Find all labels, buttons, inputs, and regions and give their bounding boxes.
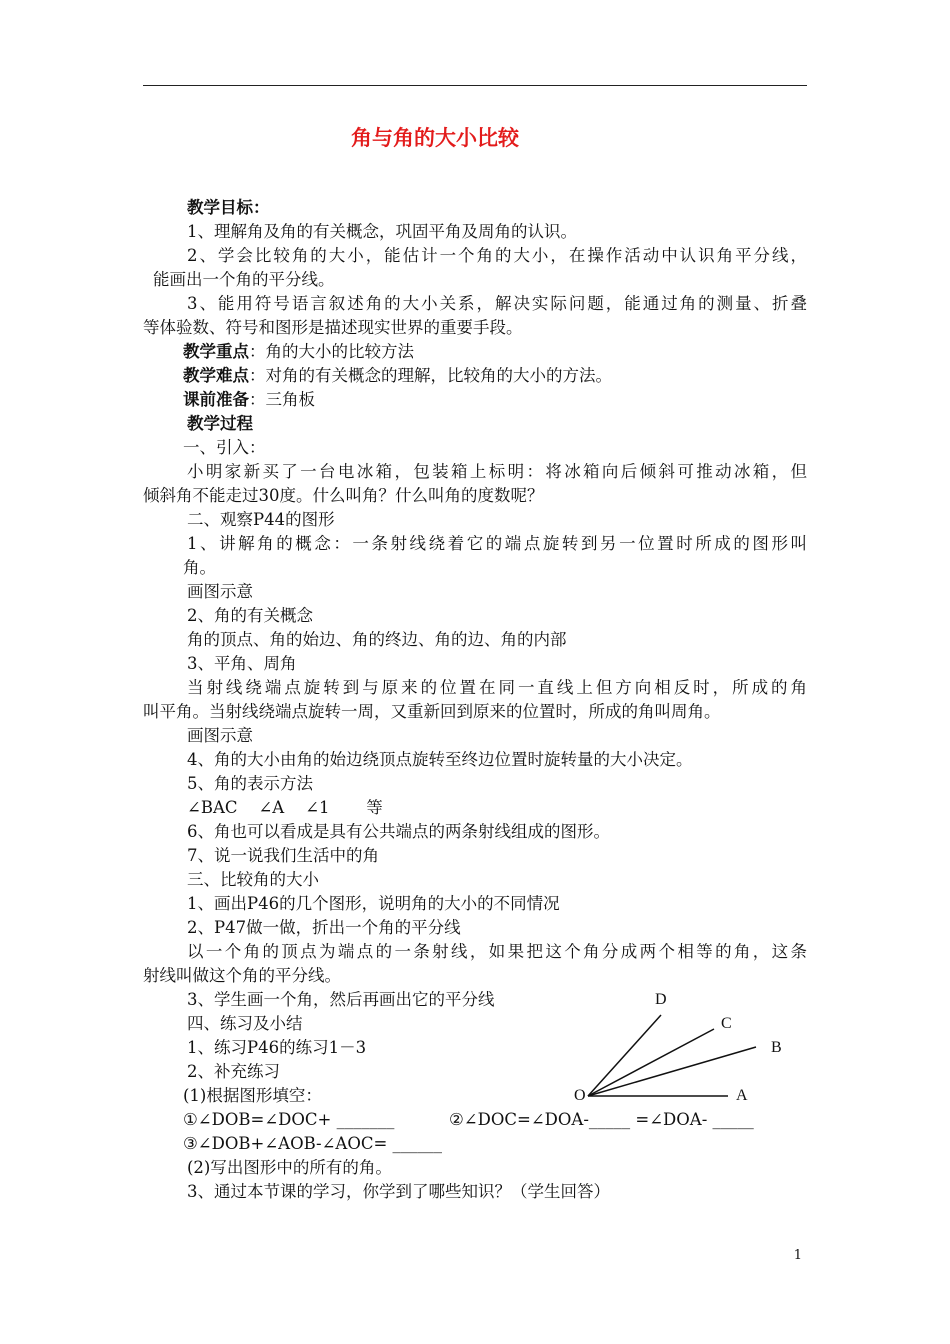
exercise-2-part-1: (1)根据图形填空：: [183, 1086, 322, 1105]
observe-2: 2、角的有关概念: [187, 606, 313, 625]
compare-2-text-line-2: 射线叫做这个角的平分线。: [143, 966, 341, 985]
observe-3: 3、平角、周角: [187, 654, 297, 673]
goal-2-line-1: 2、学会比较角的大小，能估计一个角的大小，在操作活动中认识角平分线，: [187, 246, 807, 265]
section-compare: 三、比较角的大小: [187, 870, 319, 889]
exercise-2: 2、补充练习: [187, 1062, 280, 1081]
question-3: ③∠DOB+∠AOB-∠AOC= ______: [183, 1134, 443, 1153]
compare-3: 3、学生画一个角，然后再画出它的平分线: [187, 990, 495, 1009]
exercise-3: 3、通过本节课的学习，你学到了哪些知识？（学生回答）: [187, 1182, 610, 1201]
label-d: D: [655, 991, 667, 1008]
page-number: 1: [793, 1248, 802, 1263]
section-observe: 二、观察P44的图形: [187, 510, 335, 529]
observe-3-text-line-2: 叫平角。当射线绕端点旋转一周，又重新回到原来的位置时，所成的角叫周角。: [143, 702, 721, 721]
goal-2-line-2: 能画出一个角的平分线。: [153, 270, 335, 289]
goal-3-line-1: 3、能用符号语言叙述角的大小关系，解决实际问题，能通过角的测量、折叠: [187, 294, 807, 313]
label-o: O: [574, 1087, 586, 1104]
goal-3-line-2: 等体验数、符号和图形是描述现实世界的重要手段。: [143, 318, 523, 337]
exercise-2-part-2: (2)写出图形中的所有的角。: [187, 1158, 392, 1177]
question-1: ①∠DOB=∠DOC+ _______: [183, 1110, 395, 1129]
goals-heading: 教学目标：: [187, 198, 270, 217]
compare-2: 2、P47做一做，折出一个角的平分线: [187, 918, 461, 937]
key-point: [183, 340, 414, 364]
observe-7: 7、说一说我们生活中的角: [187, 846, 379, 865]
label-c: C: [721, 1015, 732, 1032]
compare-1: 1、画出P46的几个图形，说明角的大小的不同情况: [187, 894, 560, 913]
label-b: B: [771, 1039, 782, 1056]
draw-illustration-2: 画图示意: [187, 726, 253, 745]
question-2: ②∠DOC=∠DOA-_____ =∠DOA- _____: [449, 1110, 754, 1129]
section-intro: 一、引入：: [183, 438, 266, 457]
intro-text-line-1: 小明家新买了一台电冰箱，包装箱上标明：将冰箱向后倾斜可推动冰箱，但: [187, 462, 807, 481]
preparation-text: ：三角板: [249, 390, 315, 409]
observe-1-line-2: 角。: [183, 558, 216, 577]
difficult-point: [183, 364, 612, 388]
difficult-point-label: 教学难点: [183, 366, 249, 385]
label-a: A: [736, 1087, 748, 1104]
header-rule: [143, 85, 807, 86]
observe-5: 5、角的表示方法: [187, 774, 313, 793]
observe-2-text: 角的顶点、角的始边、角的终边、角的边、角的内部: [187, 630, 567, 649]
observe-6: 6、角也可以看成是具有公共端点的两条射线组成的图形。: [187, 822, 610, 841]
preparation: [183, 388, 315, 412]
draw-illustration-1: 画图示意: [187, 582, 253, 601]
ray-od: [588, 1015, 661, 1096]
section-exercise: 四、练习及小结: [187, 1014, 303, 1033]
difficult-point-text: ：对角的有关概念的理解，比较角的大小的方法。: [249, 366, 612, 385]
ray-oc: [588, 1029, 714, 1096]
page-title: 角与角的大小比较: [351, 126, 519, 150]
preparation-label: 课前准备: [183, 390, 249, 409]
goal-1: 1、理解角及角的有关概念，巩固平角及周角的认识。: [187, 222, 577, 241]
key-point-label: 教学重点: [183, 342, 249, 361]
compare-2-text-line-1: 以一个角的顶点为端点的一条射线，如果把这个角分成两个相等的角，这条: [187, 942, 807, 961]
intro-text-line-2: 倾斜角不能走过30度。什么叫角？什么叫角的度数呢？: [143, 486, 544, 505]
exercise-1: 1、练习P46的练习1－3: [187, 1038, 367, 1057]
observe-4: 4、角的大小由角的始边绕顶点旋转至终边位置时旋转量的大小决定。: [187, 750, 693, 769]
angle-notation: ∠BAC ∠A ∠1 等: [187, 798, 383, 817]
ray-ob: [588, 1047, 756, 1096]
angle-diagram: [560, 985, 800, 1110]
observe-3-text-line-1: 当射线绕端点旋转到与原来的位置在同一直线上但方向相反时，所成的角: [187, 678, 807, 697]
key-point-text: ：角的大小的比较方法: [249, 342, 414, 361]
observe-1-line-1: 1、讲解角的概念：一条射线绕着它的端点旋转到另一位置时所成的图形叫: [187, 534, 807, 553]
process-heading: 教学过程: [187, 414, 253, 433]
